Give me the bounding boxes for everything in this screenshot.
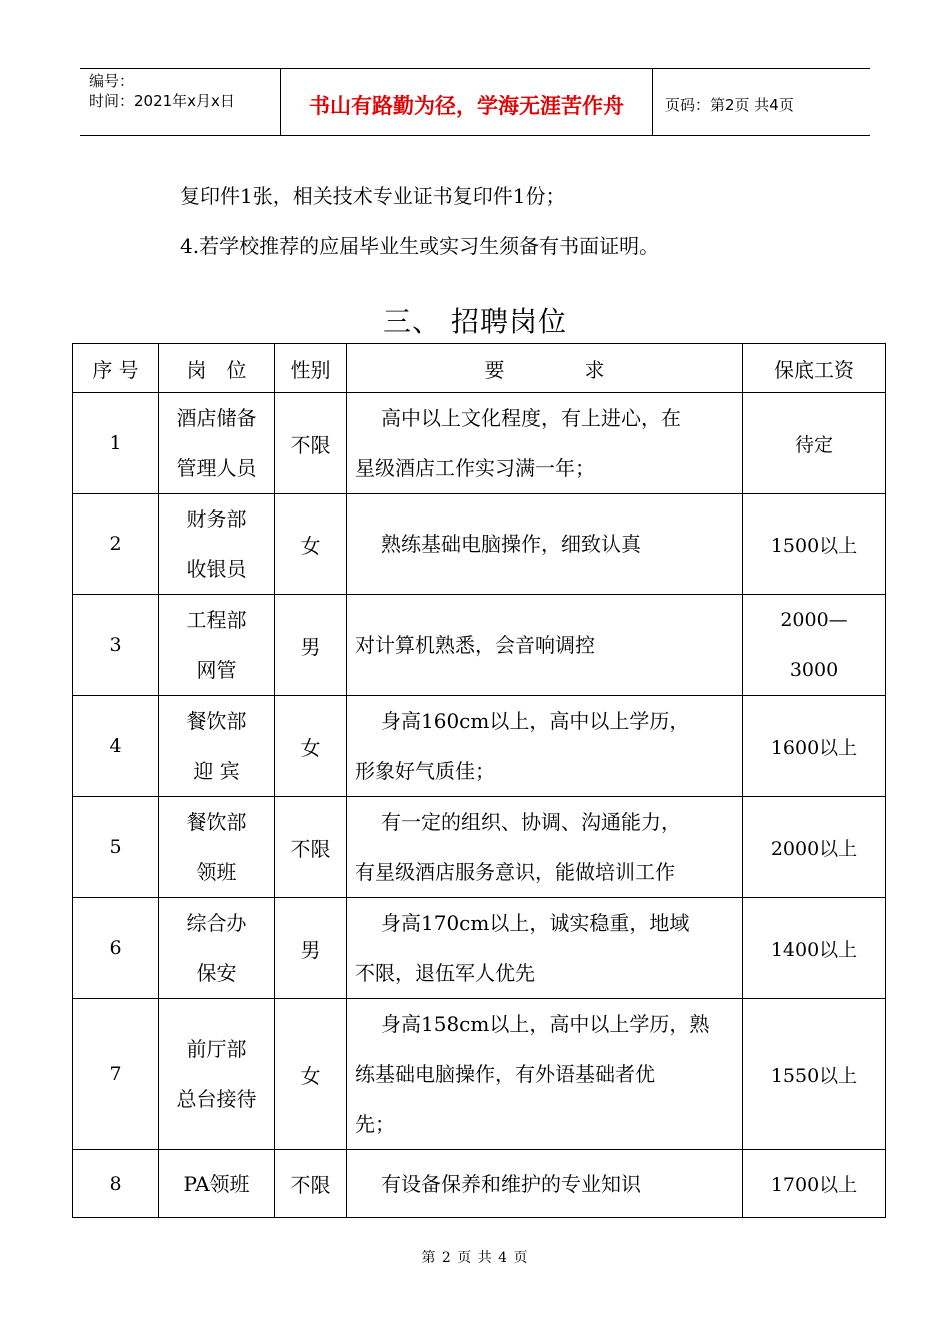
post-line: 保安 xyxy=(196,961,237,985)
req-line: 形象好气质佳； xyxy=(355,759,495,783)
document-header xyxy=(80,68,870,136)
row-sex: 不限 xyxy=(275,1150,347,1218)
row-no: 8 xyxy=(73,1150,159,1218)
row-no: 1 xyxy=(73,393,159,494)
header-requirement: 要 求 xyxy=(347,344,743,393)
req-line: 身高158cm以上，高中以上学历，熟 xyxy=(381,1012,710,1036)
header-post: 岗 位 xyxy=(159,344,275,393)
table-row xyxy=(73,797,886,898)
post-line: 综合办 xyxy=(186,911,247,935)
row-sex: 女 xyxy=(275,494,347,595)
row-no: 5 xyxy=(73,797,159,898)
post-line: 网管 xyxy=(196,658,237,682)
row-post xyxy=(159,898,275,999)
row-requirement xyxy=(347,696,743,797)
recruitment-table xyxy=(72,343,886,1218)
row-requirement xyxy=(347,797,743,898)
row-post xyxy=(159,595,275,696)
req-line: 高中以上文化程度，有上进心，在 xyxy=(381,406,681,430)
post-line: 财务部 xyxy=(186,507,247,531)
table-row xyxy=(73,393,886,494)
header-page-info: 页码：第2页 共4页 xyxy=(665,95,794,114)
post-line: 收银员 xyxy=(186,557,247,581)
salary-line: 1500以上 xyxy=(770,534,858,557)
post-line: 餐饮部 xyxy=(186,709,247,733)
page-footer: 第 2 页 共 4 页 xyxy=(421,1250,529,1266)
req-line: 有设备保养和维护的专业知识 xyxy=(381,1171,641,1196)
table-header-row xyxy=(73,344,886,393)
row-sex: 不限 xyxy=(275,393,347,494)
section-title: 三、 招聘岗位 xyxy=(383,305,567,338)
post-line: 酒店储备 xyxy=(176,406,257,430)
row-salary xyxy=(743,494,886,595)
body-line-1: 复印件1张，相关技术专业证书复印件1份； xyxy=(180,184,566,208)
row-requirement xyxy=(347,393,743,494)
row-no: 6 xyxy=(73,898,159,999)
table-row xyxy=(73,696,886,797)
table-row xyxy=(73,494,886,595)
table-row xyxy=(73,595,886,696)
row-no: 4 xyxy=(73,696,159,797)
row-salary xyxy=(743,797,886,898)
row-post xyxy=(159,393,275,494)
post-line: 餐饮部 xyxy=(186,810,247,834)
req-line: 身高160cm以上，高中以上学历， xyxy=(381,709,690,733)
salary-line: 2000以上 xyxy=(770,837,858,860)
post-line: 管理人员 xyxy=(176,456,257,480)
row-no: 3 xyxy=(73,595,159,696)
post-line: 前厅部 xyxy=(186,1037,247,1061)
salary-line: 待定 xyxy=(794,433,833,456)
row-salary xyxy=(743,696,886,797)
row-post xyxy=(159,494,275,595)
header-motto: 书山有路勤为径，学海无涯苦作舟 xyxy=(281,69,653,135)
req-line: 不限，退伍军人优先 xyxy=(355,961,535,985)
table-row xyxy=(73,898,886,999)
row-sex: 男 xyxy=(275,595,347,696)
row-sex: 女 xyxy=(275,999,347,1150)
post-line: 总台接待 xyxy=(176,1087,257,1111)
row-requirement xyxy=(347,595,743,696)
req-line: 练基础电脑操作，有外语基础者优 xyxy=(355,1062,655,1086)
salary-line: 3000 xyxy=(789,659,839,681)
row-requirement xyxy=(347,494,743,595)
req-line: 身高170cm以上，诚实稳重，地域 xyxy=(381,911,690,935)
req-line: 有一定的组织、协调、沟通能力， xyxy=(381,810,681,834)
table-row xyxy=(73,1150,886,1218)
req-line: 先； xyxy=(355,1112,395,1136)
req-line: 对计算机熟悉，会音响调控 xyxy=(355,633,595,657)
row-post xyxy=(159,1150,275,1218)
salary-line: 1400以上 xyxy=(770,938,858,961)
post-line: 领班 xyxy=(196,860,237,884)
row-requirement xyxy=(347,898,743,999)
post-line: PA领班 xyxy=(183,1171,250,1196)
row-salary xyxy=(743,595,886,696)
row-salary xyxy=(743,898,886,999)
row-requirement xyxy=(347,999,743,1150)
salary-line: 1550以上 xyxy=(770,1064,858,1087)
row-post xyxy=(159,696,275,797)
row-salary xyxy=(743,1150,886,1218)
salary-line: 2000— xyxy=(780,609,848,631)
req-line: 有星级酒店服务意识，能做培训工作 xyxy=(355,860,675,884)
row-sex: 女 xyxy=(275,696,347,797)
req-line: 星级酒店工作实习满一年； xyxy=(355,456,595,480)
row-no: 7 xyxy=(73,999,159,1150)
header-no: 序 号 xyxy=(73,344,159,393)
header-salary: 保底工资 xyxy=(743,344,886,393)
row-sex: 男 xyxy=(275,898,347,999)
table-row xyxy=(73,999,886,1150)
time-label: 时间：2021年x月x日 xyxy=(89,92,235,110)
serial-label: 编号： xyxy=(89,72,135,90)
body-line-2: 4.若学校推荐的应届毕业生或实习生须备有书面证明。 xyxy=(180,234,660,258)
row-no: 2 xyxy=(73,494,159,595)
header-sex: 性别 xyxy=(275,344,347,393)
row-post xyxy=(159,797,275,898)
row-requirement xyxy=(347,1150,743,1218)
row-sex: 不限 xyxy=(275,797,347,898)
row-salary xyxy=(743,999,886,1150)
header-meta xyxy=(80,69,281,135)
req-line: 熟练基础电脑操作，细致认真 xyxy=(381,532,641,556)
salary-line: 1700以上 xyxy=(770,1174,858,1196)
row-salary xyxy=(743,393,886,494)
row-post xyxy=(159,999,275,1150)
salary-line: 1600以上 xyxy=(770,736,858,759)
post-line: 工程部 xyxy=(186,608,247,632)
post-line: 迎 宾 xyxy=(193,759,240,783)
